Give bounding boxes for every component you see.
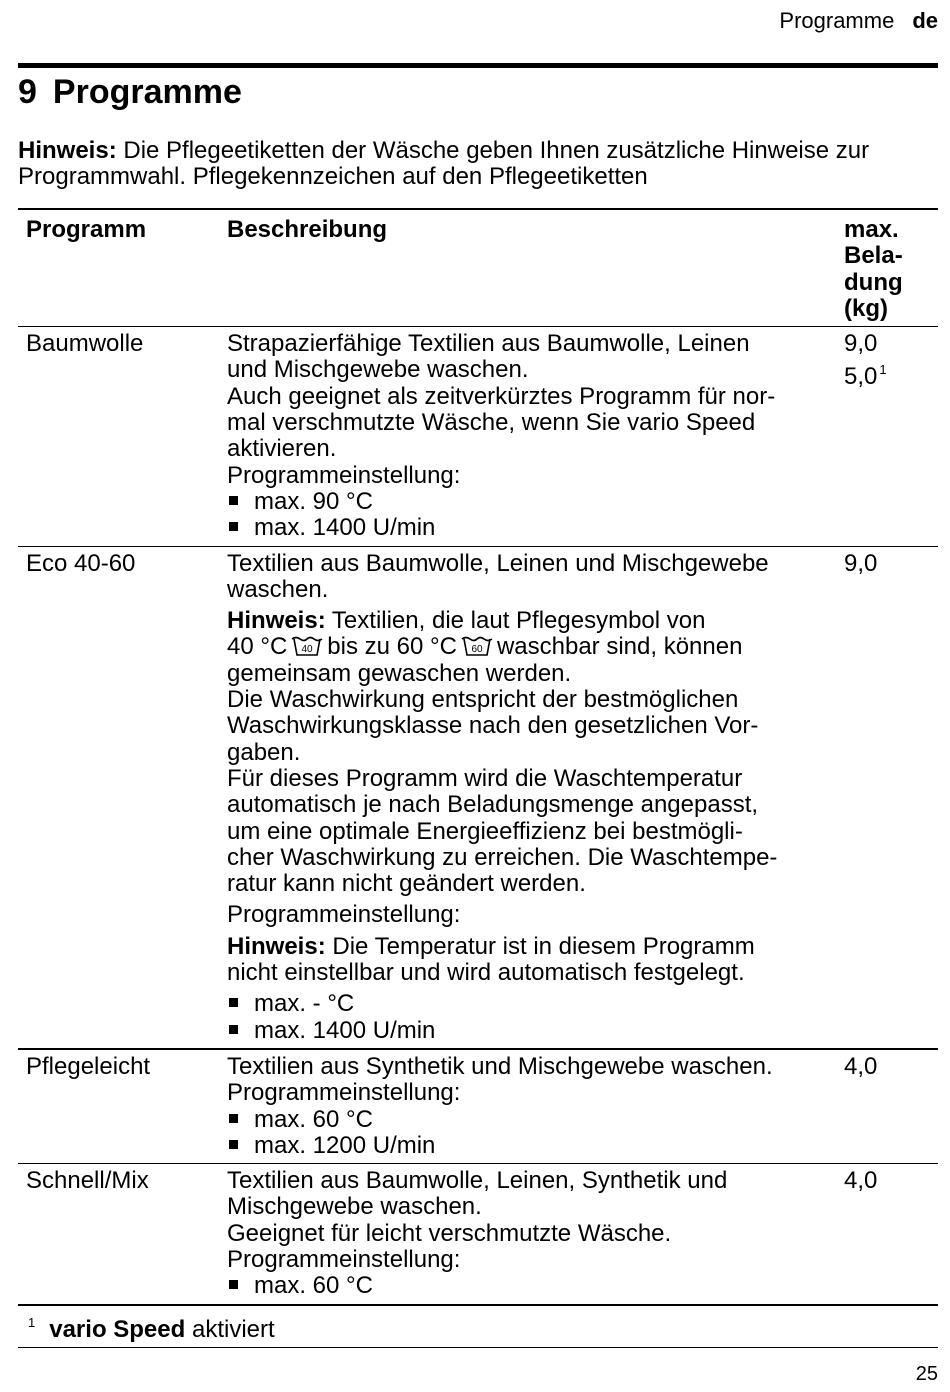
header-load-line: Bela- xyxy=(844,242,903,270)
description-line: Programmeinstellung: xyxy=(227,1079,461,1107)
program-description xyxy=(223,1168,836,1299)
description-line: waschen. xyxy=(227,575,329,603)
washtub-icon xyxy=(291,636,323,656)
description-line: und Mischgewebe waschen. xyxy=(227,356,529,384)
note-text: waschbar sind, können xyxy=(496,633,743,661)
setting-bullet xyxy=(227,1107,836,1133)
program-name: Pflegeleicht xyxy=(26,1052,151,1080)
load-value: 9,0 xyxy=(844,549,878,577)
description-line: mal verschmutzte Wäsche, wenn Sie vario Speed xyxy=(227,409,756,437)
description-line: Waschwirkungsklasse nach den gesetzlichen Vor- xyxy=(227,712,759,740)
description-line: aktivieren. xyxy=(227,435,337,463)
program-description xyxy=(223,551,836,1044)
description-line: cher Waschwirkung zu erreichen. Die Waschtempe- xyxy=(227,843,778,871)
header-load xyxy=(836,217,938,322)
running-head-lang: de xyxy=(912,8,938,33)
header-rule xyxy=(18,63,938,68)
square-bullet-icon xyxy=(229,1140,238,1149)
description-line: Strapazierfähige Textilien aus Baumwolle, Leinen xyxy=(227,330,750,358)
load-value: 9,0 xyxy=(844,330,878,358)
chapter-number: 9 xyxy=(18,73,37,111)
intro-note-label: Hinweis: xyxy=(18,137,117,164)
note-text: 40 °C xyxy=(227,633,288,661)
description-line: um eine optimale Energieeffizienz bei bestmögli- xyxy=(227,817,743,845)
footnote-label: vario Speed xyxy=(49,1315,186,1343)
table-row xyxy=(18,327,938,545)
program-load xyxy=(836,1054,938,1159)
washtub-temp: 60 xyxy=(471,644,483,656)
note-text: Die Temperatur ist in diesem Programm xyxy=(325,932,755,960)
description-line: Textilien aus Baumwolle, Leinen, Synthetik und xyxy=(227,1167,728,1195)
setting-bullet xyxy=(227,1133,836,1159)
setting-text: max. 60 °C xyxy=(254,1272,373,1300)
load-value-text: 5,0 xyxy=(844,363,878,391)
square-bullet-icon xyxy=(229,998,238,1007)
table-row xyxy=(18,547,938,1048)
setting-bullet xyxy=(227,1018,836,1044)
description-line: Mischgewebe waschen. xyxy=(227,1193,482,1221)
program-name: Baumwolle xyxy=(26,330,144,358)
setting-bullet xyxy=(227,489,836,515)
square-bullet-icon xyxy=(229,1025,238,1034)
table-row xyxy=(18,1164,938,1303)
footnote-text: aktiviert xyxy=(185,1315,275,1343)
running-head-section: Programme xyxy=(779,8,895,33)
washtub-temp: 40 xyxy=(301,644,313,656)
header-load-line: dung xyxy=(844,268,903,296)
load-value xyxy=(844,357,938,390)
program-load xyxy=(836,551,938,1044)
page-number: 25 xyxy=(915,1363,938,1385)
description-line: Die Waschwirkung entspricht der bestmöglichen xyxy=(227,686,739,714)
setting-text: max. - °C xyxy=(254,990,355,1018)
description-line: Programmeinstellung: xyxy=(227,901,461,929)
washtub-icon xyxy=(461,636,493,656)
note-text: Textilien, die laut Pflegesymbol von xyxy=(325,607,706,635)
table-row xyxy=(18,1050,938,1163)
note-line: nicht einstellbar und wird automatisch festgelegt. xyxy=(227,959,745,987)
intro-note xyxy=(18,138,938,190)
note-line xyxy=(227,934,836,960)
footnote-ref: 1 xyxy=(879,362,887,378)
description-line: gaben. xyxy=(227,738,301,766)
program-name: Eco 40-60 xyxy=(26,549,136,577)
setting-bullet xyxy=(227,991,836,1017)
header-load-line: max. xyxy=(844,216,899,243)
note-text: bis zu 60 °C xyxy=(327,633,457,661)
description-line: Programmeinstellung: xyxy=(227,461,461,489)
chapter-title-text: Programme xyxy=(52,73,242,111)
description-line: Auch geeignet als zeitverkürztes Programm für nor- xyxy=(227,382,776,410)
setting-text: max. 60 °C xyxy=(254,1105,373,1133)
header-load-line: (kg) xyxy=(844,294,888,322)
program-load xyxy=(836,331,938,541)
program-load xyxy=(836,1168,938,1299)
setting-bullet xyxy=(227,1273,836,1299)
setting-text: max. 1400 U/min xyxy=(254,1016,436,1044)
chapter-title xyxy=(18,72,242,112)
header-description: Beschreibung xyxy=(227,216,388,243)
note-label: Hinweis: xyxy=(227,607,326,635)
description-line: ratur kann nicht geändert werden. xyxy=(227,870,586,898)
description-line: Geeignet für leicht verschmutzte Wäsche. xyxy=(227,1219,672,1247)
note-line: gemeinsam gewaschen werden. xyxy=(227,659,572,687)
footnote-mark: 1 xyxy=(28,1314,36,1330)
table-header-row xyxy=(18,210,938,326)
square-bullet-icon xyxy=(229,1280,238,1289)
setting-text: max. 90 °C xyxy=(254,487,373,515)
program-table xyxy=(18,208,938,1348)
setting-text: max. 1200 U/min xyxy=(254,1131,436,1159)
note-line xyxy=(227,608,836,634)
description-line: Programmeinstellung: xyxy=(227,1245,461,1273)
setting-text: max. 1400 U/min xyxy=(254,514,436,542)
description-line: Textilien aus Synthetik und Mischgewebe waschen. xyxy=(227,1052,773,1080)
description-line: Textilien aus Baumwolle, Leinen und Mischgewebe xyxy=(227,549,769,577)
table-footnote xyxy=(18,1306,938,1347)
note-line xyxy=(227,634,836,660)
note-label: Hinweis: xyxy=(227,932,326,960)
load-value: 4,0 xyxy=(844,1167,878,1195)
running-head xyxy=(779,8,938,34)
program-name: Schnell/Mix xyxy=(26,1167,149,1195)
intro-note-text: Die Pflegeetiketten der Wäsche geben Ihnen zusätzliche Hinweise zur Programmwahl. Pflegekennzeichen auf den Pflegeetiketten xyxy=(18,137,870,190)
square-bullet-icon xyxy=(229,522,238,531)
square-bullet-icon xyxy=(229,496,238,505)
setting-bullet xyxy=(227,515,836,541)
square-bullet-icon xyxy=(229,1114,238,1123)
table-bottom-rule xyxy=(18,1347,938,1348)
header-program: Programm xyxy=(26,216,147,243)
description-line: automatisch je nach Beladungsmenge angepasst, xyxy=(227,791,759,819)
description-line: Für dieses Programm wird die Waschtemperatur xyxy=(227,764,743,792)
load-value: 4,0 xyxy=(844,1052,878,1080)
program-description xyxy=(223,1054,836,1159)
program-description xyxy=(223,331,836,541)
